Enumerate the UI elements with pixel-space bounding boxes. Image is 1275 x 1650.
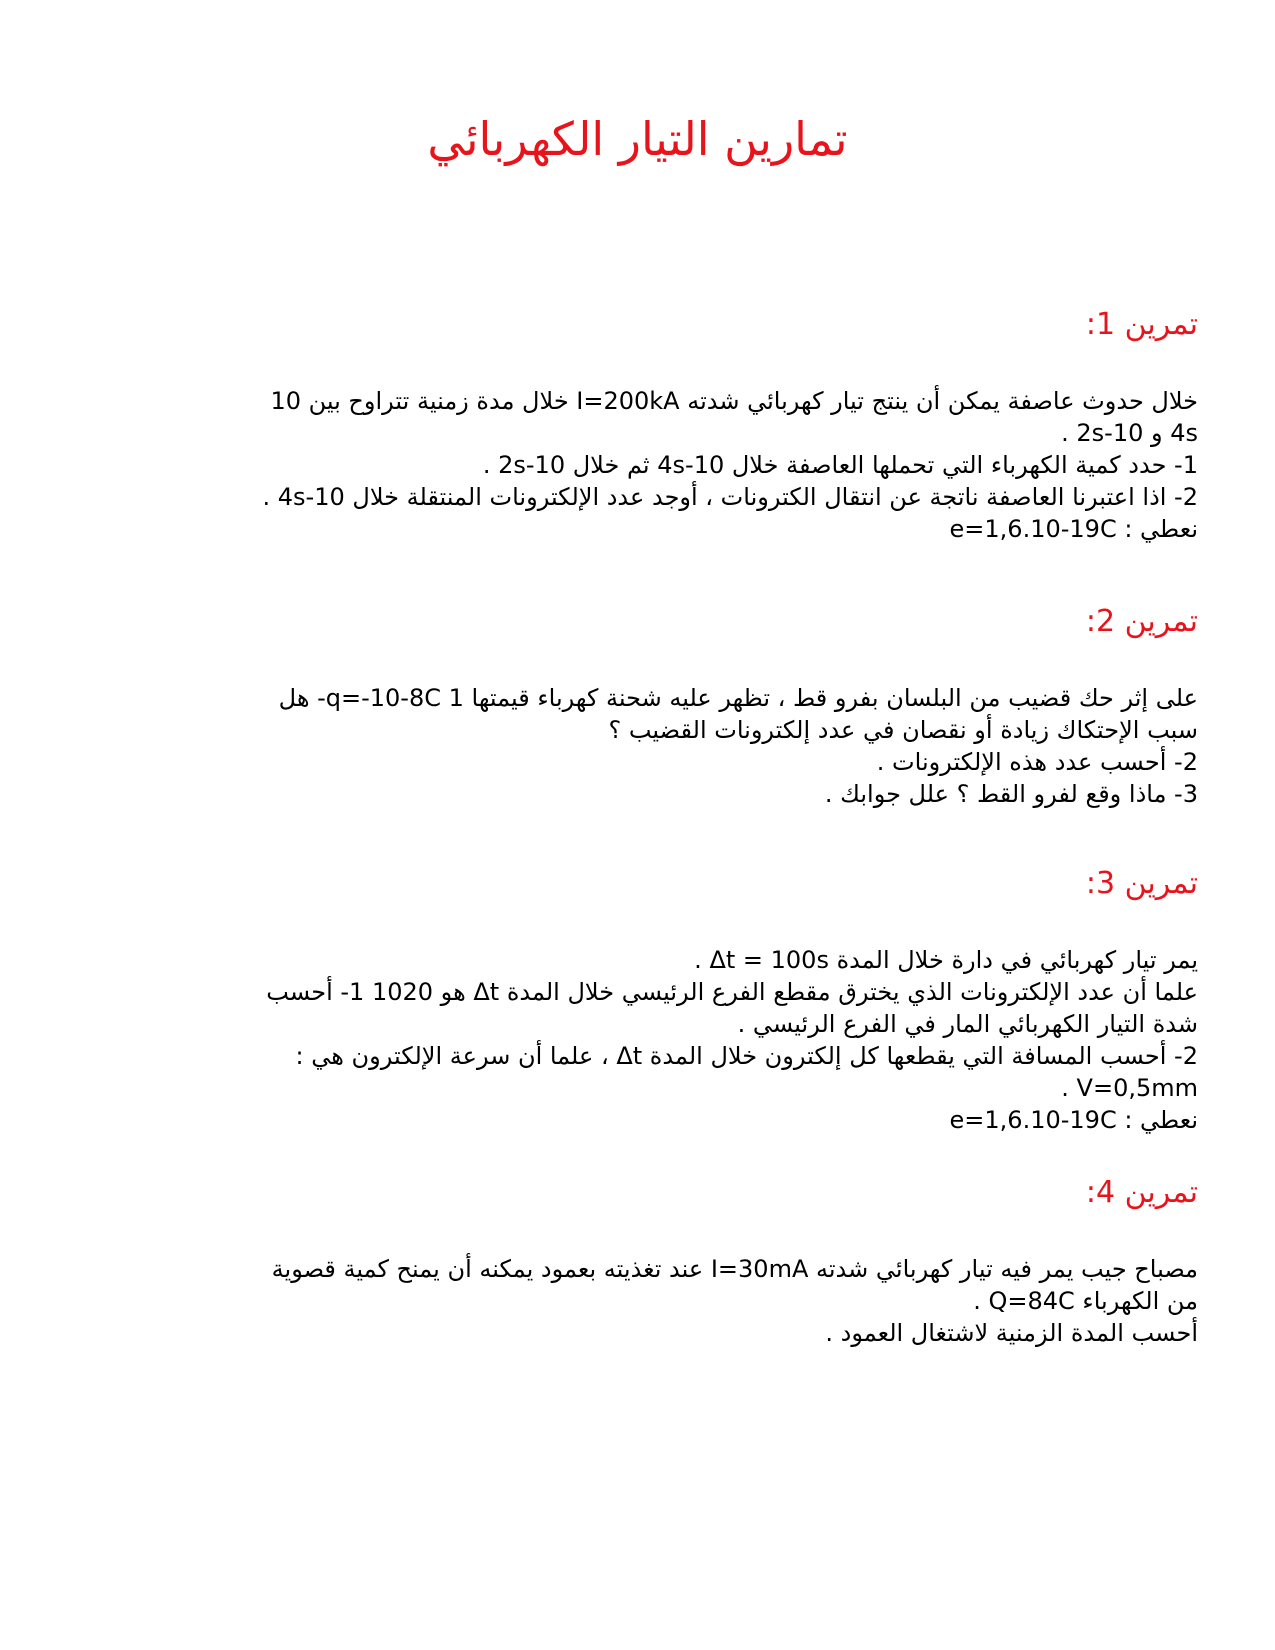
exercise-line: مصباح جيب يمر فيه تيار كهربائي شدته I=30mA عند تغذيته بعمود يمكنه أن يمنح كمية قصوية xyxy=(271,1255,1198,1283)
exercise-1 xyxy=(80,305,1198,545)
exercise-line: علما أن عدد الإلكترونات الذي يخترق مقطع الفرع الرئيسي خلال المدة Δt هو 1020 1- أحسب xyxy=(266,978,1198,1006)
exercise-line: 2- اذا اعتبرنا العاصفة ناتجة عن انتقال الكترونات ، أوجد عدد الإلكترونات المنتقلة خلال 10-4s . xyxy=(262,483,1198,511)
exercise-line: أحسب المدة الزمنية لاشتغال العمود . xyxy=(825,1319,1198,1347)
exercise-line: يمر تيار كهربائي في دارة خلال المدة Δt = 100s . xyxy=(694,946,1198,974)
exercise-heading: تمرين 1: xyxy=(1085,307,1198,342)
exercise-line: شدة التيار الكهربائي المار في الفرع الرئيسي . xyxy=(737,1010,1198,1038)
exercise-line: 3- ماذا وقع لفرو القط ؟ علل جوابك . xyxy=(824,780,1198,808)
exercise-line: 1- حدد كمية الكهرباء التي تحملها العاصفة خلال 10-4s ثم خلال 10-2s . xyxy=(482,451,1198,479)
exercise-line: 4s و 10-2s . xyxy=(1061,419,1198,447)
exercise-line: 2- أحسب عدد هذه الإلكترونات . xyxy=(876,748,1198,776)
exercise-line: 2- أحسب المسافة التي يقطعها كل إلكترون خلال المدة Δt ، علما أن سرعة الإلكترون هي : xyxy=(295,1042,1198,1070)
exercise-line: نعطي : e=1,6.10-19C xyxy=(949,515,1198,543)
exercise-heading: تمرين 2: xyxy=(1085,604,1198,639)
exercise-line: نعطي : e=1,6.10-19C xyxy=(949,1106,1198,1134)
exercise-line: من الكهرباء Q=84C . xyxy=(973,1287,1198,1315)
exercise-3 xyxy=(80,864,1198,1136)
exercise-heading: تمرين 3: xyxy=(1085,866,1198,901)
page-title: تمارين التيار الكهربائي xyxy=(427,112,848,166)
exercise-line: سبب الإحتكاك زيادة أو نقصان في عدد إلكترونات القضيب ؟ xyxy=(608,716,1198,744)
exercise-line: على إثر حك قضيب من البلسان بفرو قط ، تظهر عليه شحنة كهرباء قيمتها q=-10-8C 1- هل xyxy=(278,684,1198,712)
exercise-2 xyxy=(80,602,1198,810)
exercise-line: V=0,5mm . xyxy=(1061,1074,1198,1102)
exercise-heading: تمرين 4: xyxy=(1085,1175,1198,1210)
exercise-4 xyxy=(80,1173,1198,1349)
exercise-line: خلال حدوث عاصفة يمكن أن ينتج تيار كهربائي شدته I=200kA خلال مدة زمنية تتراوح بين 10 xyxy=(270,387,1198,415)
